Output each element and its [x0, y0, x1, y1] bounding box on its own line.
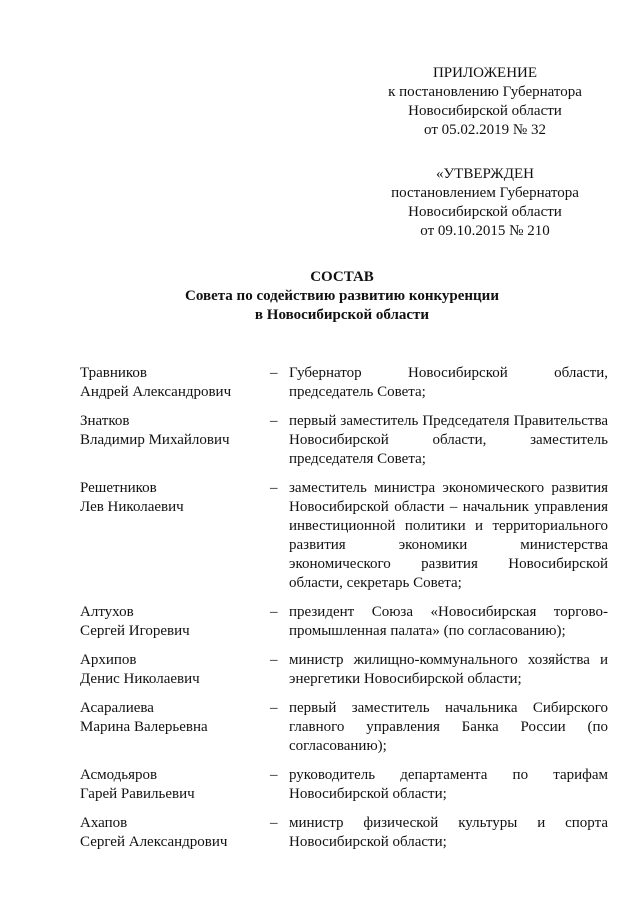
appendix-region: Новосибирской области	[408, 103, 562, 119]
title-region: в Новосибирской области	[254, 307, 430, 323]
member-dash: –	[270, 604, 278, 620]
member-role: заместитель министра экономического развития Новосибирской области – начальник управления инвестиционной политики и территориального развития экономики министерства экономического развития Новосибирской области, секретарь Совета;	[289, 480, 608, 591]
member-given-name: Денис Николаевич	[80, 671, 200, 687]
member-dash: –	[270, 652, 278, 668]
member-dash: –	[270, 700, 278, 716]
approved-reference: постановлением Губернатора	[391, 185, 579, 201]
member-given-name: Марина Валерьевна	[80, 719, 208, 735]
member-dash: –	[270, 767, 278, 783]
member-surname: Архипов	[80, 652, 137, 668]
member-role: первый заместитель Председателя Правительства Новосибирской области, заместитель председателя Совета;	[289, 413, 608, 467]
member-name	[80, 699, 270, 756]
member-role: министр физической культуры и спорта Новосибирской области;	[289, 815, 608, 850]
member-name	[80, 766, 270, 804]
appendix-reference: к постановлению Губернатора	[388, 84, 582, 100]
document-title	[80, 268, 604, 325]
approved-header	[360, 165, 610, 241]
member-surname: Ахапов	[80, 815, 128, 831]
member-given-name: Владимир Михайлович	[80, 432, 230, 448]
member-name	[80, 364, 270, 402]
appendix-header	[360, 64, 610, 140]
member-given-name: Сергей Александрович	[80, 834, 228, 850]
member-row	[80, 364, 608, 402]
member-surname: Асаралиева	[80, 700, 154, 716]
member-dash: –	[270, 413, 278, 429]
member-role: президент Союза «Новосибирская торгово-промышленная палата» (по согласованию);	[289, 604, 608, 639]
appendix-label: ПРИЛОЖЕНИЕ	[432, 65, 538, 81]
member-surname: Знатков	[80, 413, 130, 429]
member-name	[80, 412, 270, 469]
member-name	[80, 479, 270, 593]
member-surname: Асмодьяров	[80, 767, 158, 783]
member-dash: –	[270, 365, 278, 381]
member-row	[80, 766, 608, 804]
member-given-name: Лев Николаевич	[80, 499, 184, 515]
members-list	[80, 364, 608, 862]
approved-region: Новосибирской области	[408, 204, 562, 220]
member-role: первый заместитель начальника Сибирского главного управления Банка России (по согласованию);	[289, 700, 608, 754]
member-dash: –	[270, 815, 278, 831]
member-given-name: Андрей Александрович	[80, 384, 232, 400]
member-row	[80, 412, 608, 469]
member-row	[80, 699, 608, 756]
approved-date-number: от 09.10.2015 № 210	[420, 223, 550, 239]
member-name	[80, 814, 270, 852]
member-surname: Алтухов	[80, 604, 134, 620]
member-name	[80, 603, 270, 641]
member-given-name: Гарей Равильевич	[80, 786, 195, 802]
member-given-name: Сергей Игоревич	[80, 623, 190, 639]
member-surname: Решетников	[80, 480, 157, 496]
member-role: Губернатор Новосибирской области, председатель Совета;	[289, 365, 608, 400]
member-role: руководитель департамента по тарифам Новосибирской области;	[289, 767, 608, 802]
member-role: министр жилищно-коммунального хозяйства и энергетики Новосибирской области;	[289, 652, 608, 687]
member-row	[80, 603, 608, 641]
member-row	[80, 479, 608, 593]
member-surname: Травников	[80, 365, 147, 381]
member-name	[80, 651, 270, 689]
member-row	[80, 814, 608, 852]
member-row	[80, 651, 608, 689]
appendix-date-number: от 05.02.2019 № 32	[424, 122, 546, 138]
approved-label: «УТВЕРЖДЕН	[436, 166, 534, 182]
title-council: Совета по содействию развитию конкуренции	[185, 288, 499, 304]
title-heading: СОСТАВ	[310, 269, 374, 285]
member-dash: –	[270, 480, 278, 496]
